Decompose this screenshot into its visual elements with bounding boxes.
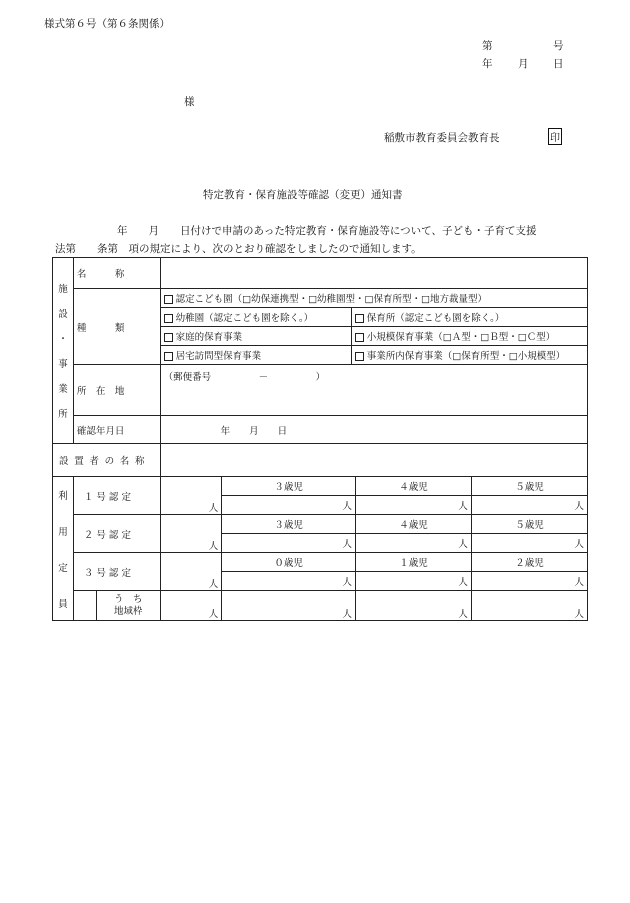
cert2-total[interactable]: 人 [160,515,222,553]
cert2-age3-value[interactable]: 人 [222,534,356,553]
cert1-age5-head: ５歳児 [471,477,587,496]
cert3-total[interactable]: 人 [160,553,222,591]
cert1-total[interactable]: 人 [160,477,222,515]
date-year: 年 [482,58,493,70]
cert3-age1-value[interactable]: 人 [355,572,471,591]
checkbox-icon[interactable] [164,314,173,323]
cert1-age4-head: ４歳児 [355,477,471,496]
local-frame-col3[interactable]: 人 [471,591,587,621]
checkbox-icon[interactable] [355,314,364,323]
confirm-date-label: 確認年月日 [73,416,160,444]
postal-code: （郵便番号 － ） [163,372,326,383]
type-option-2[interactable]: 幼稚園（認定こども園を除く。） [160,308,351,327]
body-line-2: 法第 条第 項の規定により、次のとおり確認をしましたので通知します。 [55,243,422,255]
facility-side-label: 施 設 ・ 事 業 所 [53,258,74,444]
local-frame-label: う ち 地域枠 [96,591,160,621]
address-label: 所 在 地 [73,365,160,416]
recipient-honorific: 様 [184,96,195,108]
form-id: 様式第６号（第６条関係） [44,18,170,30]
body-line-1: 年 月 日付けで申請のあった特定教育・保育施設等について、子ども・子育て支援 [117,225,537,237]
cert1-age3-head: ３歳児 [222,477,356,496]
cert3-age0-value[interactable]: 人 [222,572,356,591]
cert1-age5-value[interactable]: 人 [471,496,587,515]
cert2-age4-head: ４歳児 [355,515,471,534]
cert1-age4-value[interactable]: 人 [355,496,471,515]
checkbox-icon[interactable] [164,352,173,361]
local-frame-indent [73,591,96,621]
local-frame-col2[interactable]: 人 [355,591,471,621]
checkbox-icon[interactable] [164,333,173,342]
founder-label: 設置者の名称 [53,444,161,477]
cert2-label: ２ 号 認 定 [73,515,160,553]
address-value[interactable] [160,365,587,416]
cert1-label: １ 号 認 定 [73,477,160,515]
type-label: 種 類 [73,289,160,365]
checkbox-icon[interactable] [164,295,173,304]
seal-mark: 印 [548,128,562,145]
name-label: 名 称 [73,258,160,289]
cert3-age2-head: ２歳児 [471,553,587,572]
checkbox-icon[interactable] [355,333,364,342]
founder-value[interactable] [160,444,587,477]
doc-no-prefix: 第 [482,40,493,52]
local-frame-col1[interactable]: 人 [222,591,356,621]
type-option-7[interactable]: 事業所内保育事業（□保育所型・□小規模型） [351,346,587,365]
checkbox-icon[interactable] [355,352,364,361]
type-option-5[interactable]: 小規模保育事業（□Ａ型・□Ｂ型・□Ｃ型） [351,327,587,346]
local-frame-total[interactable]: 人 [160,591,222,621]
doc-no-suffix: 号 [553,40,564,52]
cert2-age3-head: ３歳児 [222,515,356,534]
type-option-4[interactable]: 家庭的保育事業 [160,327,351,346]
cert2-age5-value[interactable]: 人 [471,534,587,553]
type-option-6[interactable]: 居宅訪問型保育事業 [160,346,351,365]
type-option-1[interactable]: 認定こども園（□幼保連携型・□幼稚園型・□保育所型・□地方裁量型） [160,289,587,308]
confirm-date-value[interactable]: 年 月 日 [160,416,587,444]
date-day: 日 [553,58,564,70]
cert3-label: ３ 号 認 定 [73,553,160,591]
name-value[interactable] [160,258,587,289]
cert3-age1-head: １歳児 [355,553,471,572]
date-month: 月 [518,58,529,70]
document-title: 特定教育・保育施設等確認（変更）通知書 [203,189,403,201]
sender-name: 稲敷市教育委員会教育長 [384,132,500,144]
type-option-3[interactable]: 保育所（認定こども園を除く。） [351,308,587,327]
facility-table [52,257,588,621]
cert2-age5-head: ５歳児 [471,515,587,534]
cert3-age0-head: ０歳児 [222,553,356,572]
cert3-age2-value[interactable]: 人 [471,572,587,591]
cert1-age3-value[interactable]: 人 [222,496,356,515]
cert2-age4-value[interactable]: 人 [355,534,471,553]
capacity-side-label: 利 用 定 員 [53,477,74,621]
